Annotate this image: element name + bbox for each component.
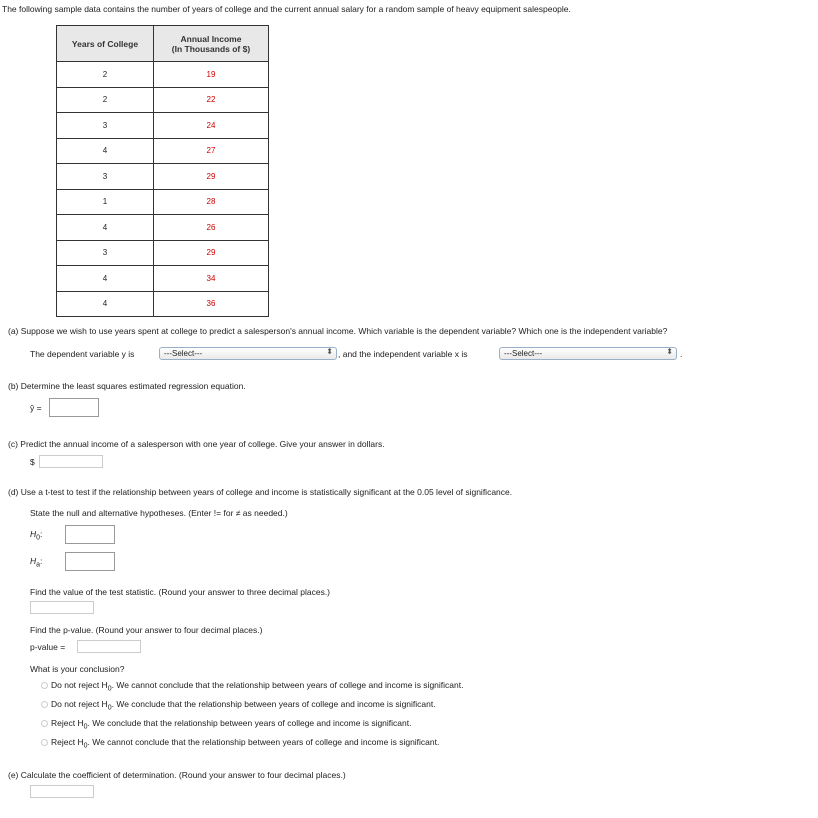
income-cell: 29 [154, 164, 269, 190]
years-cell: 4 [57, 291, 154, 317]
pvalue-input[interactable] [77, 640, 141, 653]
income-cell: 24 [154, 113, 269, 139]
income-cell: 19 [154, 62, 269, 88]
income-cell: 28 [154, 189, 269, 215]
h0-label: $H_0$: [30, 529, 43, 542]
dollar-sign: $ [30, 457, 35, 467]
conclusion-radio-3[interactable] [41, 720, 48, 727]
coefficient-of-determination-input[interactable] [30, 785, 94, 798]
years-cell: 2 [57, 62, 154, 88]
conclusion-radio-1[interactable] [41, 682, 48, 689]
conclusion-question: What is your conclusion? [30, 664, 125, 674]
test-statistic-instruction: Find the value of the test statistic. (Round your answer to three decimal places.) [30, 587, 331, 597]
conclusion-option-2: Do not reject $H_0$. We conclude that the relationship between years of college and income is significant. [51, 699, 436, 712]
yhat-label: ŷ = [30, 403, 42, 413]
part-a-suffix: . [680, 349, 683, 359]
regression-equation-input[interactable] [49, 398, 99, 417]
years-cell: 4 [57, 138, 154, 164]
table-row [57, 62, 269, 88]
header-years: Years of College [57, 26, 154, 62]
hypotheses-instruction: State the null and alternative hypotheses. (Enter != for ≠ as needed.) [30, 508, 288, 518]
dependent-select-value: ---Select--- [164, 349, 203, 358]
conclusion-option-4: Reject $H_0$. We cannot conclude that the relationship between years of college and income is significant. [51, 737, 440, 750]
years-cell: 2 [57, 87, 154, 113]
years-cell: 3 [57, 240, 154, 266]
conclusion-option-1: Do not reject $H_0$. We cannot conclude that the relationship between years of college and income is significant. [51, 680, 464, 693]
table-row [57, 240, 269, 266]
intro-text: The following sample data contains the number of years of college and the current annual salary for a random sample of heavy equipment salespeople. [2, 4, 571, 14]
part-d-question: (d) Use a t-test to test if the relationship between years of college and income is statistically significant at the 0.05 level of significance. [8, 487, 513, 497]
income-cell: 29 [154, 240, 269, 266]
table-row [57, 113, 269, 139]
independent-variable-select[interactable] [499, 347, 677, 360]
part-a-question: (a) Suppose we wish to use years spent at college to predict a salesperson's annual income. Which variable is the dependent variable? Which one is the independent variable? [8, 326, 668, 336]
conclusion-radio-2[interactable] [41, 701, 48, 708]
income-cell: 36 [154, 291, 269, 317]
income-cell: 26 [154, 215, 269, 241]
part-e-question: (e) Calculate the coefficient of determination. (Round your answer to four decimal places.) [8, 770, 346, 780]
table-row [57, 266, 269, 292]
part-c-question: (c) Predict the annual income of a salesperson with one year of college. Give your answer in dollars. [8, 439, 385, 449]
part-a-middle: , and the independent variable x is [338, 349, 468, 359]
conclusion-radio-4[interactable] [41, 739, 48, 746]
years-cell: 4 [57, 215, 154, 241]
conclusion-option-3: Reject $H_0$. We conclude that the relationship between years of college and income is significant. [51, 718, 412, 731]
header-income-line1: Annual Income [180, 33, 242, 44]
table-row [57, 87, 269, 113]
null-hypothesis-input[interactable] [65, 525, 115, 544]
pvalue-label: p-value = [30, 642, 66, 652]
predicted-income-input[interactable] [39, 455, 103, 468]
data-table [56, 25, 269, 317]
header-income-line2: (In Thousands of $) [171, 43, 251, 54]
table-row [57, 215, 269, 241]
table-row [57, 138, 269, 164]
independent-select-value: ---Select--- [504, 349, 543, 358]
header-income [154, 26, 269, 62]
table-header-row [57, 26, 269, 62]
years-cell: 4 [57, 266, 154, 292]
income-cell: 27 [154, 138, 269, 164]
test-statistic-input[interactable] [30, 601, 94, 614]
table-row [57, 164, 269, 190]
table-row [57, 189, 269, 215]
dependent-variable-select[interactable] [159, 347, 337, 360]
alternative-hypothesis-input[interactable] [65, 552, 115, 571]
years-cell: 3 [57, 113, 154, 139]
pvalue-instruction: Find the p-value. (Round your answer to four decimal places.) [30, 625, 263, 635]
part-a-prefix: The dependent variable y is [30, 349, 135, 359]
select-arrows-icon: ⬍ [666, 347, 673, 356]
income-cell: 22 [154, 87, 269, 113]
years-cell: 1 [57, 189, 154, 215]
ha-label: $H_a$: [30, 556, 43, 569]
select-arrows-icon: ⬍ [326, 347, 333, 356]
table-row [57, 291, 269, 317]
years-cell: 3 [57, 164, 154, 190]
income-cell: 34 [154, 266, 269, 292]
part-b-question: (b) Determine the least squares estimated regression equation. [8, 381, 246, 391]
